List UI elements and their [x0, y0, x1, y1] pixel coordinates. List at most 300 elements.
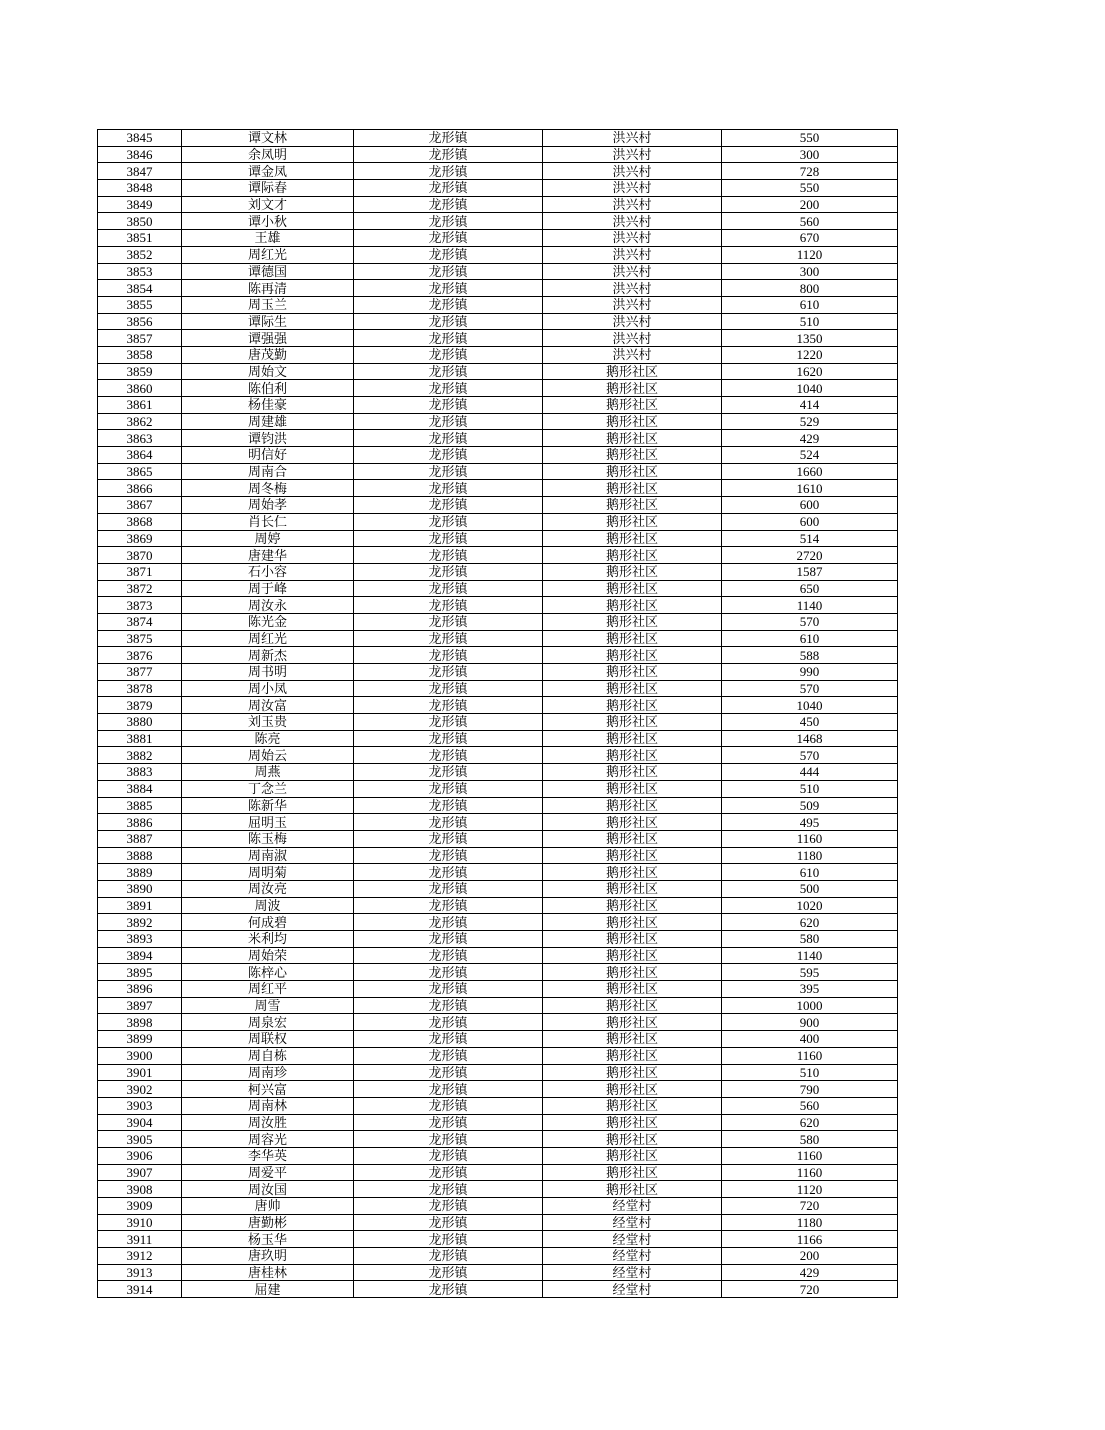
- cell-serial-number: 3890: [98, 880, 182, 897]
- cell-name: 周南合: [182, 463, 354, 480]
- cell-amount: 510: [722, 780, 898, 797]
- cell-name: 屈建: [182, 1281, 354, 1298]
- cell-town: 龙形镇: [354, 814, 543, 831]
- cell-name: 周始孝: [182, 497, 354, 514]
- cell-serial-number: 3859: [98, 363, 182, 380]
- table-row: [98, 1114, 898, 1131]
- cell-name: 刘玉贵: [182, 714, 354, 731]
- cell-name: 唐桂林: [182, 1264, 354, 1281]
- cell-town: 龙形镇: [354, 330, 543, 347]
- cell-town: 龙形镇: [354, 981, 543, 998]
- cell-village: 洪兴村: [543, 263, 722, 280]
- cell-amount: 510: [722, 1064, 898, 1081]
- cell-town: 龙形镇: [354, 447, 543, 464]
- cell-village: 鹅形社区: [543, 1014, 722, 1031]
- cell-serial-number: 3897: [98, 997, 182, 1014]
- cell-town: 龙形镇: [354, 1081, 543, 1098]
- cell-amount: 560: [722, 1097, 898, 1114]
- table-row: [98, 1231, 898, 1248]
- cell-serial-number: 3850: [98, 213, 182, 230]
- cell-town: 龙形镇: [354, 797, 543, 814]
- cell-serial-number: 3901: [98, 1064, 182, 1081]
- cell-amount: 600: [722, 497, 898, 514]
- cell-name: 周汝亮: [182, 880, 354, 897]
- cell-name: 唐帅: [182, 1198, 354, 1215]
- cell-serial-number: 3874: [98, 613, 182, 630]
- cell-town: 龙形镇: [354, 613, 543, 630]
- cell-town: 龙形镇: [354, 230, 543, 247]
- cell-name: 周玉兰: [182, 296, 354, 313]
- cell-amount: 1040: [722, 697, 898, 714]
- cell-town: 龙形镇: [354, 463, 543, 480]
- cell-amount: 610: [722, 296, 898, 313]
- cell-name: 杨玉华: [182, 1231, 354, 1248]
- cell-town: 龙形镇: [354, 1131, 543, 1148]
- cell-serial-number: 3909: [98, 1198, 182, 1215]
- cell-amount: 1140: [722, 597, 898, 614]
- cell-village: 经堂村: [543, 1214, 722, 1231]
- cell-serial-number: 3880: [98, 714, 182, 731]
- cell-village: 鹅形社区: [543, 1047, 722, 1064]
- cell-name: 陈光金: [182, 613, 354, 630]
- cell-village: 鹅形社区: [543, 563, 722, 580]
- table-row: [98, 1014, 898, 1031]
- cell-town: 龙形镇: [354, 880, 543, 897]
- cell-town: 龙形镇: [354, 1214, 543, 1231]
- table-row: [98, 897, 898, 914]
- cell-name: 丁念兰: [182, 780, 354, 797]
- cell-village: 鹅形社区: [543, 730, 722, 747]
- cell-village: 鹅形社区: [543, 363, 722, 380]
- table-row: [98, 864, 898, 881]
- table-row: [98, 730, 898, 747]
- cell-village: 鹅形社区: [543, 513, 722, 530]
- cell-town: 龙形镇: [354, 1047, 543, 1064]
- table-row: [98, 664, 898, 681]
- cell-name: 柯兴富: [182, 1081, 354, 1098]
- cell-village: 洪兴村: [543, 180, 722, 197]
- cell-amount: 495: [722, 814, 898, 831]
- cell-serial-number: 3885: [98, 797, 182, 814]
- cell-town: 龙形镇: [354, 213, 543, 230]
- table-body: [98, 130, 898, 1298]
- cell-serial-number: 3867: [98, 497, 182, 514]
- cell-amount: 429: [722, 1264, 898, 1281]
- cell-name: 唐勤彬: [182, 1214, 354, 1231]
- cell-name: 谭德国: [182, 263, 354, 280]
- cell-town: 龙形镇: [354, 547, 543, 564]
- cell-name: 周建雄: [182, 413, 354, 430]
- cell-town: 龙形镇: [354, 530, 543, 547]
- cell-amount: 600: [722, 513, 898, 530]
- table-row: [98, 563, 898, 580]
- cell-amount: 1040: [722, 380, 898, 397]
- cell-amount: 395: [722, 981, 898, 998]
- table-row: [98, 597, 898, 614]
- table-row: [98, 513, 898, 530]
- cell-serial-number: 3869: [98, 530, 182, 547]
- cell-town: 龙形镇: [354, 647, 543, 664]
- cell-village: 鹅形社区: [543, 814, 722, 831]
- cell-name: 肖长仁: [182, 513, 354, 530]
- cell-town: 龙形镇: [354, 413, 543, 430]
- cell-name: 谭强强: [182, 330, 354, 347]
- cell-amount: 560: [722, 213, 898, 230]
- cell-village: 经堂村: [543, 1248, 722, 1265]
- cell-town: 龙形镇: [354, 997, 543, 1014]
- cell-serial-number: 3848: [98, 180, 182, 197]
- cell-amount: 728: [722, 163, 898, 180]
- cell-name: 陈伯利: [182, 380, 354, 397]
- cell-serial-number: 3858: [98, 346, 182, 363]
- table-row: [98, 1047, 898, 1064]
- cell-village: 洪兴村: [543, 130, 722, 147]
- cell-name: 周始文: [182, 363, 354, 380]
- cell-name: 米利均: [182, 931, 354, 948]
- cell-amount: 1020: [722, 897, 898, 914]
- cell-amount: 1620: [722, 363, 898, 380]
- table-row: [98, 1264, 898, 1281]
- cell-name: 周自栋: [182, 1047, 354, 1064]
- cell-village: 鹅形社区: [543, 880, 722, 897]
- cell-village: 鹅形社区: [543, 1097, 722, 1114]
- table-row: [98, 780, 898, 797]
- cell-village: 鹅形社区: [543, 1031, 722, 1048]
- cell-village: 鹅形社区: [543, 497, 722, 514]
- table-row: [98, 747, 898, 764]
- table-row: [98, 196, 898, 213]
- cell-serial-number: 3868: [98, 513, 182, 530]
- cell-name: 唐茂勤: [182, 346, 354, 363]
- cell-village: 洪兴村: [543, 246, 722, 263]
- cell-name: 周始荣: [182, 947, 354, 964]
- cell-town: 龙形镇: [354, 363, 543, 380]
- table-row: [98, 346, 898, 363]
- cell-village: 鹅形社区: [543, 714, 722, 731]
- cell-amount: 1180: [722, 1214, 898, 1231]
- cell-amount: 1350: [722, 330, 898, 347]
- cell-name: 刘文才: [182, 196, 354, 213]
- cell-name: 陈再清: [182, 280, 354, 297]
- cell-town: 龙形镇: [354, 196, 543, 213]
- cell-amount: 300: [722, 263, 898, 280]
- cell-name: 何成碧: [182, 914, 354, 931]
- cell-village: 经堂村: [543, 1264, 722, 1281]
- table-row: [98, 1281, 898, 1298]
- cell-name: 周红平: [182, 981, 354, 998]
- cell-serial-number: 3857: [98, 330, 182, 347]
- table-row: [98, 1031, 898, 1048]
- table-row: [98, 680, 898, 697]
- cell-town: 龙形镇: [354, 563, 543, 580]
- table-row: [98, 697, 898, 714]
- cell-amount: 650: [722, 580, 898, 597]
- cell-name: 谭际生: [182, 313, 354, 330]
- cell-village: 鹅形社区: [543, 447, 722, 464]
- cell-town: 龙形镇: [354, 680, 543, 697]
- cell-town: 龙形镇: [354, 847, 543, 864]
- cell-amount: 450: [722, 714, 898, 731]
- cell-town: 龙形镇: [354, 313, 543, 330]
- table-row: [98, 547, 898, 564]
- cell-village: 经堂村: [543, 1231, 722, 1248]
- cell-town: 龙形镇: [354, 263, 543, 280]
- cell-name: 余凤明: [182, 146, 354, 163]
- cell-serial-number: 3866: [98, 480, 182, 497]
- cell-town: 龙形镇: [354, 1031, 543, 1048]
- cell-amount: 200: [722, 1248, 898, 1265]
- cell-amount: 900: [722, 1014, 898, 1031]
- cell-amount: 2720: [722, 547, 898, 564]
- table-row: [98, 647, 898, 664]
- table-row: [98, 1164, 898, 1181]
- cell-town: 龙形镇: [354, 730, 543, 747]
- cell-serial-number: 3879: [98, 697, 182, 714]
- cell-town: 龙形镇: [354, 764, 543, 781]
- cell-village: 鹅形社区: [543, 647, 722, 664]
- table-row: [98, 914, 898, 931]
- cell-name: 周始云: [182, 747, 354, 764]
- cell-amount: 570: [722, 747, 898, 764]
- table-row: [98, 380, 898, 397]
- cell-name: 周泉宏: [182, 1014, 354, 1031]
- cell-name: 唐玖明: [182, 1248, 354, 1265]
- table-row: [98, 1198, 898, 1215]
- cell-amount: 1160: [722, 1047, 898, 1064]
- data-table: [97, 129, 898, 1298]
- cell-village: 鹅形社区: [543, 797, 722, 814]
- cell-town: 龙形镇: [354, 1014, 543, 1031]
- cell-amount: 1160: [722, 830, 898, 847]
- cell-name: 陈亮: [182, 730, 354, 747]
- table-row: [98, 580, 898, 597]
- table-row: [98, 313, 898, 330]
- table-row: [98, 1081, 898, 1098]
- cell-serial-number: 3881: [98, 730, 182, 747]
- cell-serial-number: 3884: [98, 780, 182, 797]
- cell-serial-number: 3875: [98, 630, 182, 647]
- cell-serial-number: 3854: [98, 280, 182, 297]
- cell-village: 鹅形社区: [543, 981, 722, 998]
- cell-serial-number: 3908: [98, 1181, 182, 1198]
- table-row: [98, 714, 898, 731]
- cell-town: 龙形镇: [354, 864, 543, 881]
- cell-name: 石小容: [182, 563, 354, 580]
- cell-village: 鹅形社区: [543, 380, 722, 397]
- cell-village: 鹅形社区: [543, 613, 722, 630]
- cell-town: 龙形镇: [354, 630, 543, 647]
- cell-name: 周红光: [182, 246, 354, 263]
- cell-amount: 1610: [722, 480, 898, 497]
- cell-serial-number: 3883: [98, 764, 182, 781]
- cell-serial-number: 3851: [98, 230, 182, 247]
- table-row: [98, 246, 898, 263]
- cell-name: 周南淑: [182, 847, 354, 864]
- cell-village: 洪兴村: [543, 346, 722, 363]
- cell-village: 经堂村: [543, 1198, 722, 1215]
- cell-serial-number: 3896: [98, 981, 182, 998]
- cell-serial-number: 3892: [98, 914, 182, 931]
- cell-serial-number: 3906: [98, 1147, 182, 1164]
- cell-amount: 400: [722, 1031, 898, 1048]
- cell-amount: 1468: [722, 730, 898, 747]
- cell-village: 鹅形社区: [543, 413, 722, 430]
- table-row: [98, 397, 898, 414]
- cell-amount: 1220: [722, 346, 898, 363]
- cell-town: 龙形镇: [354, 1164, 543, 1181]
- cell-serial-number: 3898: [98, 1014, 182, 1031]
- table-row: [98, 830, 898, 847]
- cell-town: 龙形镇: [354, 914, 543, 931]
- cell-town: 龙形镇: [354, 1231, 543, 1248]
- cell-town: 龙形镇: [354, 397, 543, 414]
- cell-town: 龙形镇: [354, 497, 543, 514]
- cell-serial-number: 3912: [98, 1248, 182, 1265]
- cell-amount: 1120: [722, 246, 898, 263]
- cell-serial-number: 3865: [98, 463, 182, 480]
- cell-serial-number: 3904: [98, 1114, 182, 1131]
- cell-village: 洪兴村: [543, 280, 722, 297]
- cell-amount: 670: [722, 230, 898, 247]
- table-row: [98, 1181, 898, 1198]
- table-row: [98, 1214, 898, 1231]
- cell-name: 周汝富: [182, 697, 354, 714]
- cell-village: 鹅形社区: [543, 780, 722, 797]
- table-row: [98, 230, 898, 247]
- cell-village: 鹅形社区: [543, 430, 722, 447]
- cell-town: 龙形镇: [354, 1097, 543, 1114]
- cell-village: 鹅形社区: [543, 764, 722, 781]
- cell-town: 龙形镇: [354, 180, 543, 197]
- table-row: [98, 997, 898, 1014]
- cell-town: 龙形镇: [354, 280, 543, 297]
- cell-town: 龙形镇: [354, 1064, 543, 1081]
- cell-town: 龙形镇: [354, 1181, 543, 1198]
- cell-village: 洪兴村: [543, 330, 722, 347]
- cell-name: 周雪: [182, 997, 354, 1014]
- cell-village: 洪兴村: [543, 296, 722, 313]
- cell-village: 鹅形社区: [543, 1147, 722, 1164]
- cell-village: 鹅形社区: [543, 463, 722, 480]
- cell-village: 经堂村: [543, 1281, 722, 1298]
- cell-serial-number: 3913: [98, 1264, 182, 1281]
- table-row: [98, 797, 898, 814]
- cell-name: 周容光: [182, 1131, 354, 1148]
- table-row: [98, 213, 898, 230]
- cell-village: 鹅形社区: [543, 1114, 722, 1131]
- cell-serial-number: 3900: [98, 1047, 182, 1064]
- cell-serial-number: 3852: [98, 246, 182, 263]
- cell-name: 谭际春: [182, 180, 354, 197]
- cell-village: 鹅形社区: [543, 580, 722, 597]
- table-row: [98, 1147, 898, 1164]
- cell-village: 鹅形社区: [543, 480, 722, 497]
- cell-amount: 300: [722, 146, 898, 163]
- cell-amount: 1160: [722, 1164, 898, 1181]
- cell-amount: 790: [722, 1081, 898, 1098]
- cell-name: 周于峰: [182, 580, 354, 597]
- cell-village: 鹅形社区: [543, 547, 722, 564]
- cell-serial-number: 3845: [98, 130, 182, 147]
- table-row: [98, 180, 898, 197]
- cell-serial-number: 3888: [98, 847, 182, 864]
- cell-town: 龙形镇: [354, 947, 543, 964]
- cell-town: 龙形镇: [354, 931, 543, 948]
- cell-serial-number: 3899: [98, 1031, 182, 1048]
- cell-amount: 1587: [722, 563, 898, 580]
- cell-serial-number: 3889: [98, 864, 182, 881]
- cell-serial-number: 3894: [98, 947, 182, 964]
- cell-serial-number: 3911: [98, 1231, 182, 1248]
- cell-amount: 588: [722, 647, 898, 664]
- cell-serial-number: 3891: [98, 897, 182, 914]
- table-row: [98, 1097, 898, 1114]
- cell-serial-number: 3863: [98, 430, 182, 447]
- cell-town: 龙形镇: [354, 714, 543, 731]
- cell-name: 周汝胜: [182, 1114, 354, 1131]
- cell-name: 周汝国: [182, 1181, 354, 1198]
- cell-amount: 514: [722, 530, 898, 547]
- cell-town: 龙形镇: [354, 964, 543, 981]
- cell-amount: 720: [722, 1281, 898, 1298]
- table-row: [98, 363, 898, 380]
- cell-village: 洪兴村: [543, 196, 722, 213]
- cell-amount: 524: [722, 447, 898, 464]
- cell-serial-number: 3847: [98, 163, 182, 180]
- cell-name: 周爱平: [182, 1164, 354, 1181]
- cell-serial-number: 3902: [98, 1081, 182, 1098]
- cell-name: 周联权: [182, 1031, 354, 1048]
- cell-town: 龙形镇: [354, 380, 543, 397]
- cell-village: 鹅形社区: [543, 847, 722, 864]
- table-row: [98, 630, 898, 647]
- table-row: [98, 530, 898, 547]
- cell-amount: 1660: [722, 463, 898, 480]
- cell-town: 龙形镇: [354, 747, 543, 764]
- cell-village: 鹅形社区: [543, 747, 722, 764]
- cell-serial-number: 3860: [98, 380, 182, 397]
- cell-name: 周红光: [182, 630, 354, 647]
- cell-name: 周婷: [182, 530, 354, 547]
- cell-serial-number: 3910: [98, 1214, 182, 1231]
- cell-serial-number: 3853: [98, 263, 182, 280]
- cell-town: 龙形镇: [354, 830, 543, 847]
- cell-amount: 610: [722, 630, 898, 647]
- cell-village: 洪兴村: [543, 230, 722, 247]
- cell-town: 龙形镇: [354, 430, 543, 447]
- cell-name: 周冬梅: [182, 480, 354, 497]
- cell-serial-number: 3903: [98, 1097, 182, 1114]
- cell-town: 龙形镇: [354, 597, 543, 614]
- cell-serial-number: 3873: [98, 597, 182, 614]
- cell-amount: 500: [722, 880, 898, 897]
- table-row: [98, 613, 898, 630]
- cell-name: 明信好: [182, 447, 354, 464]
- cell-serial-number: 3855: [98, 296, 182, 313]
- cell-amount: 570: [722, 613, 898, 630]
- cell-serial-number: 3871: [98, 563, 182, 580]
- cell-village: 鹅形社区: [543, 597, 722, 614]
- cell-amount: 620: [722, 914, 898, 931]
- cell-town: 龙形镇: [354, 146, 543, 163]
- cell-amount: 570: [722, 680, 898, 697]
- cell-town: 龙形镇: [354, 163, 543, 180]
- cell-serial-number: 3895: [98, 964, 182, 981]
- table-row: [98, 1248, 898, 1265]
- cell-village: 鹅形社区: [543, 1181, 722, 1198]
- cell-village: 鹅形社区: [543, 1064, 722, 1081]
- cell-village: 鹅形社区: [543, 664, 722, 681]
